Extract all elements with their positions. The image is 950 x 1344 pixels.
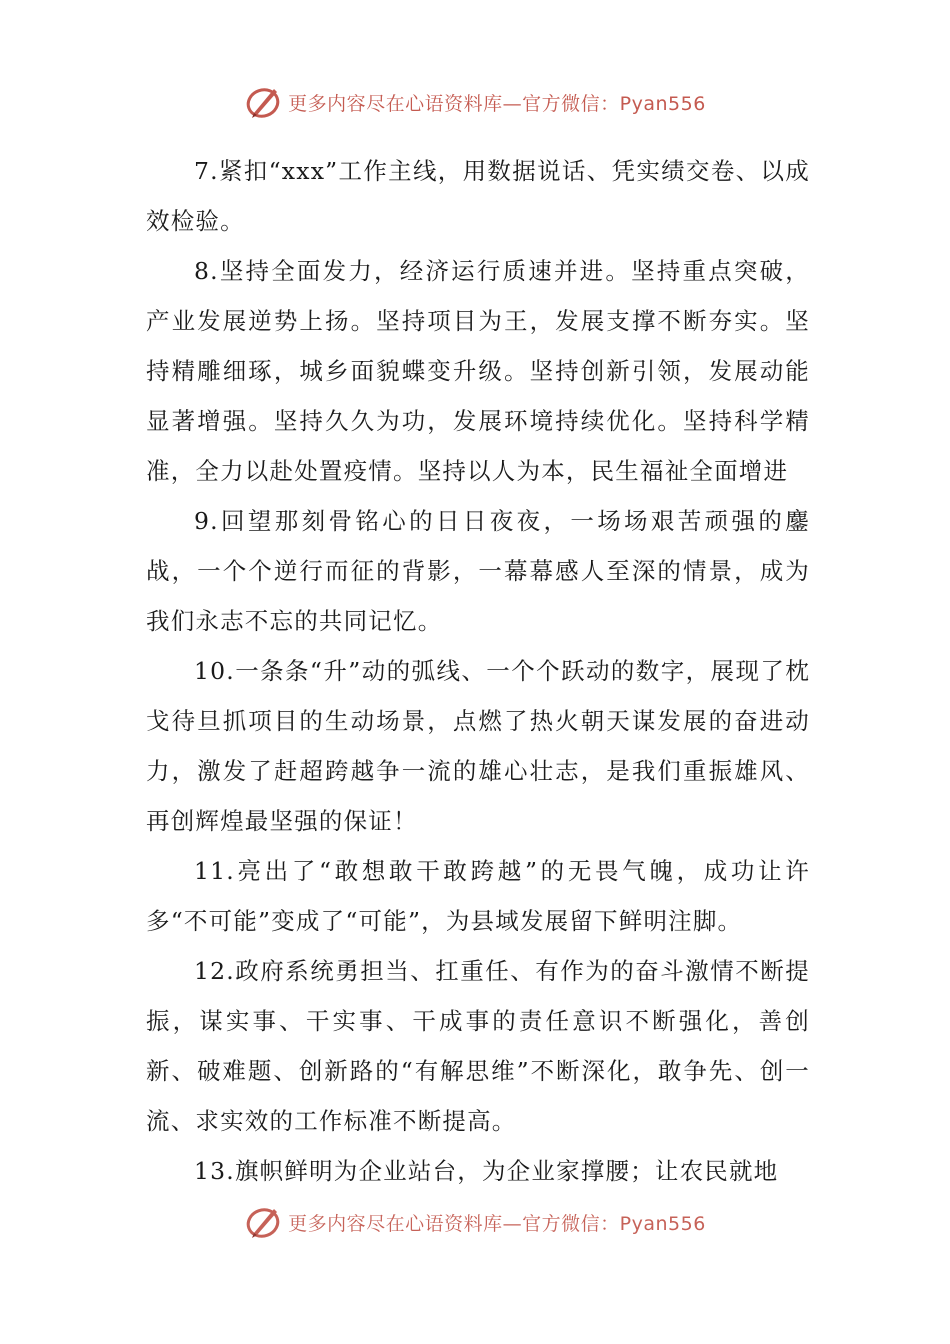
header-banner [0, 82, 950, 122]
paragraph-10: 10.一条条“升”动的弧线、一个个跃动的数字，展现了枕戈待旦抓项目的生动场景，点燃了热火朝天谋发展的奋进动力，激发了赶超跨越争一流的雄心壮志，是我们重振雄风、再创辉煌最坚强的保证！ [146, 657, 810, 835]
pen-logo-icon [244, 1203, 284, 1241]
wechat-id: Pyan556 [619, 1212, 706, 1235]
paragraph-13: 13.旗帜鲜明为企业站台，为企业家撑腰；让农民就地 [194, 1157, 779, 1185]
paragraph-9: 9.回望那刻骨铭心的日日夜夜，一场场艰苦顽强的鏖战，一个个逆行而征的背影，一幕幕感人至深的情景，成为我们永志不忘的共同记忆。 [146, 507, 810, 635]
document-body [146, 146, 810, 1196]
banner-text: 更多内容尽在心语资料库—官方微信：Pyan556 [288, 1212, 706, 1235]
pen-logo-icon [244, 83, 284, 121]
footer-banner [0, 1202, 950, 1242]
wechat-id: Pyan556 [619, 92, 706, 115]
paragraph-8: 8.坚持全面发力，经济运行质速并进。坚持重点突破，产业发展逆势上扬。坚持项目为王，发展支撑不断夯实。坚持精雕细琢，城乡面貌蝶变升级。坚持创新引领，发展动能显著增强。坚持久久为功，发展环境持续优化。坚持科学精准，全力以赴处置疫情。坚持以人为本，民生福祉全面增进 [146, 257, 810, 485]
paragraph-12: 12.政府系统勇担当、扛重任、有作为的奋斗激情不断提振，谋实事、干实事、干成事的责任意识不断强化，善创新、破难题、创新路的“有解思维”不断深化，敢争先、创一流、求实效的工作标准不断提高。 [146, 957, 810, 1135]
paragraph-7: 7.紧扣“xxx”工作主线，用数据说话、凭实绩交卷、以成效检验。 [146, 157, 810, 235]
banner-text: 更多内容尽在心语资料库—官方微信：Pyan556 [288, 92, 706, 115]
paragraph-11: 11.亮出了“敢想敢干敢跨越”的无畏气魄，成功让许多“不可能”变成了“可能”，为县域发展留下鲜明注脚。 [146, 857, 810, 935]
